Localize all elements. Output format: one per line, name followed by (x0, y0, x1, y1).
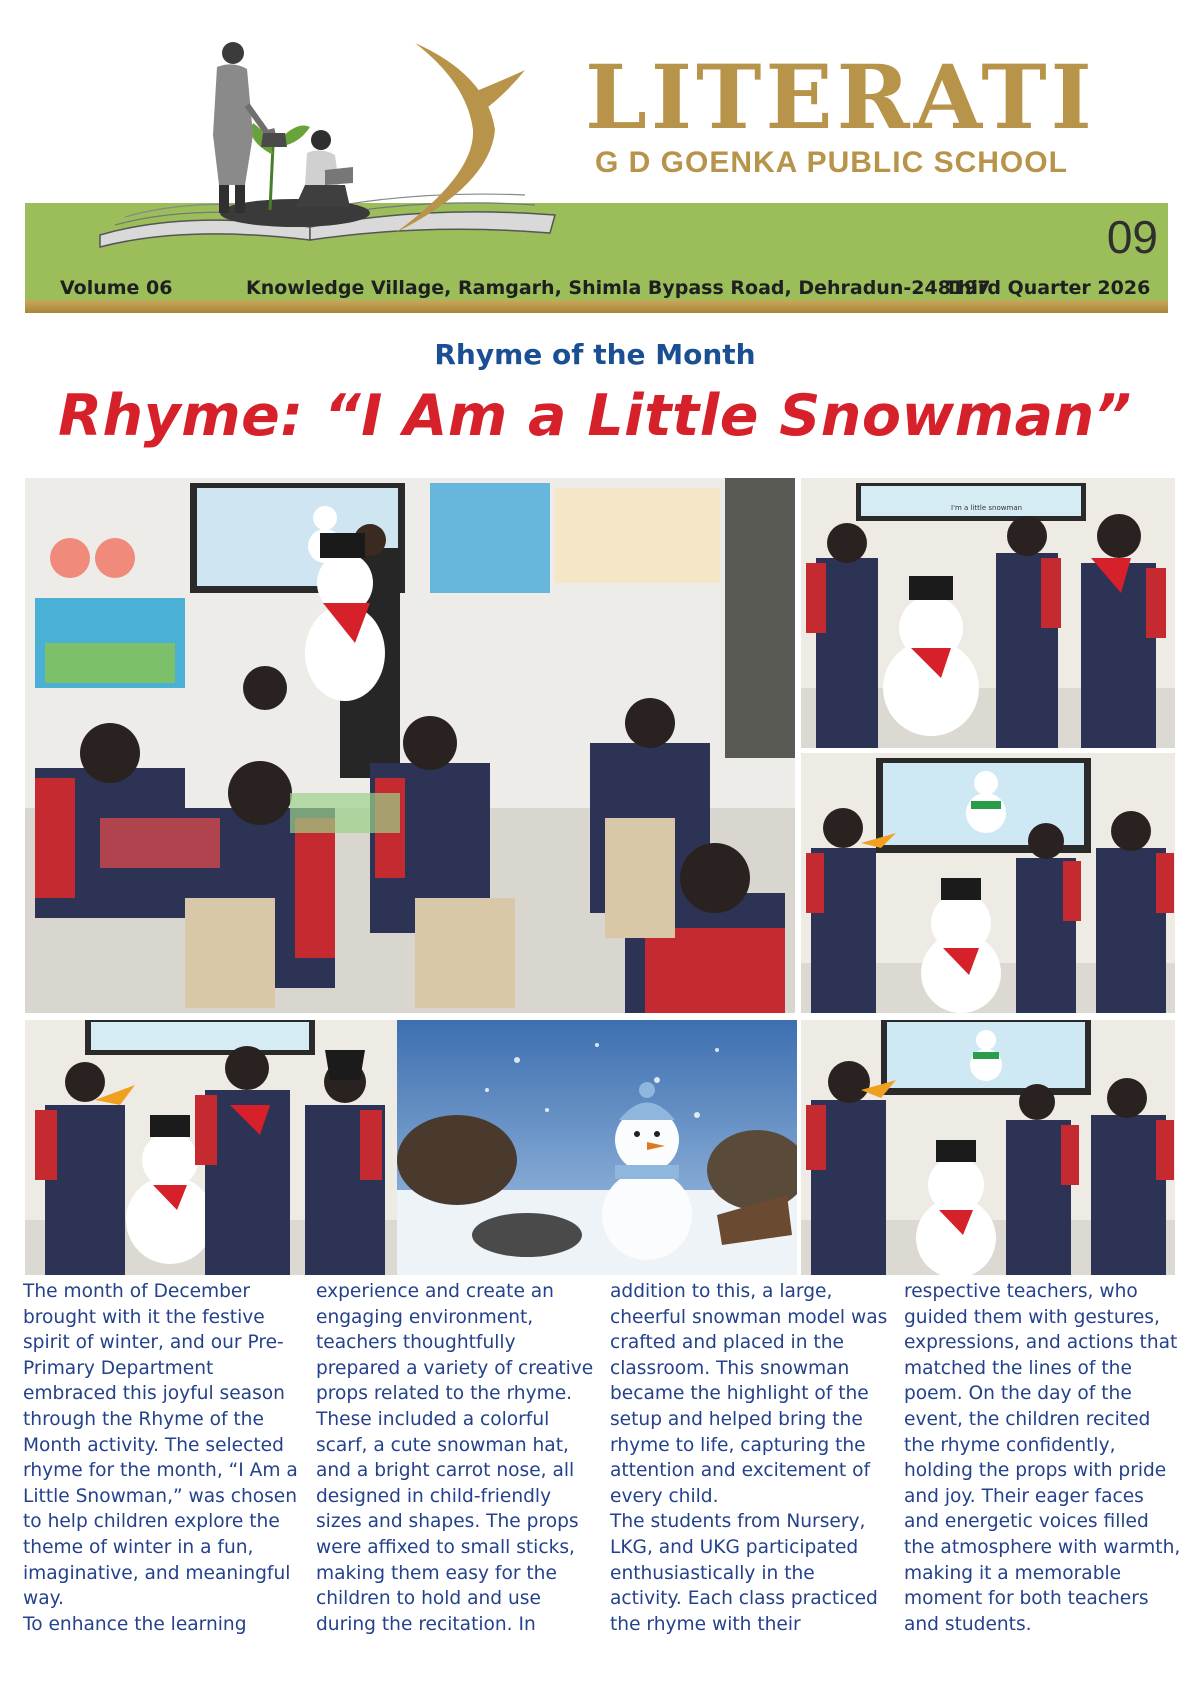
article-paragraph: addition to this, a large, cheerful snowman model was crafted and placed in the classroom. This snowman became the highlight of the setup and helped bring the rhyme to life, capturing the attention and excitement of every child. (610, 1281, 888, 1507)
volume-label: Volume 06 (60, 277, 173, 299)
article-column-2 (316, 1279, 596, 1637)
photo-children-snowman-screen (801, 1020, 1175, 1275)
quarter-label: Third Quarter 2026 (945, 277, 1151, 299)
article-paragraph: experience and create an engaging environment, teachers thoughtfully prepared a variety of creative props related to the rhyme. These included a colorful scarf, a cute snowman hat, and a bright carrot nose, all designed in child-friendly sizes and shapes. The props were affixed to small sticks, making them easy for the children to hold and use during the recitation. In (316, 1281, 594, 1635)
article-paragraph: respective teachers, who guided them with gestures, expressions, and actions that matched the lines of the poem. On the day of the event, the children recited the rhyme confidently, holding the props with pride and joy. Their eager faces and energetic voices filled the atmosphere with warmth, making it a memorable moment for both teachers and students. (904, 1281, 1181, 1635)
school-name: G D GOENKA PUBLIC SCHOOL (595, 146, 1068, 179)
section-kicker: Rhyme of the Month (434, 338, 756, 371)
photo-three-children-snowman (801, 478, 1175, 748)
article-paragraph: The students from Nursery, LKG, and UKG participated enthusiastically in the activity. Each class practiced the rhyme with their (610, 1511, 878, 1635)
photo-snowman-winter-scene (397, 1020, 797, 1275)
photo-classroom-recitation (25, 478, 795, 1013)
screen-caption: I'm a little snowman (951, 504, 1023, 512)
masthead-illustration (95, 35, 585, 250)
school-address: Knowledge Village, Ramgarh, Shimla Bypass Road, Dehradun-248197 (246, 277, 991, 299)
issue-number: 09 (1106, 211, 1158, 263)
article-paragraph: The month of December brought with it the festive spirit of winter, and our Pre-Primary Department embraced this joyful season through the Rhyme of the Month activity. The selected rhyme for the month, “I Am a Little Snowman,” was chosen to help children explore the theme of winter in a fun, imaginative, and meaningful way. (23, 1281, 298, 1610)
masthead (0, 0, 1190, 330)
masthead-rule (25, 300, 1168, 313)
photo-children-props-screen (801, 753, 1175, 1013)
brand-title: LITERATI (585, 45, 1096, 149)
article-column-1 (23, 1279, 303, 1637)
article-column-4 (904, 1279, 1184, 1637)
page-title: Rhyme: “I Am a Little Snowman” (58, 383, 1132, 449)
article-paragraph: To enhance the learning (23, 1613, 247, 1635)
article-column-3 (610, 1279, 890, 1637)
photo-three-children-props (25, 1020, 397, 1275)
